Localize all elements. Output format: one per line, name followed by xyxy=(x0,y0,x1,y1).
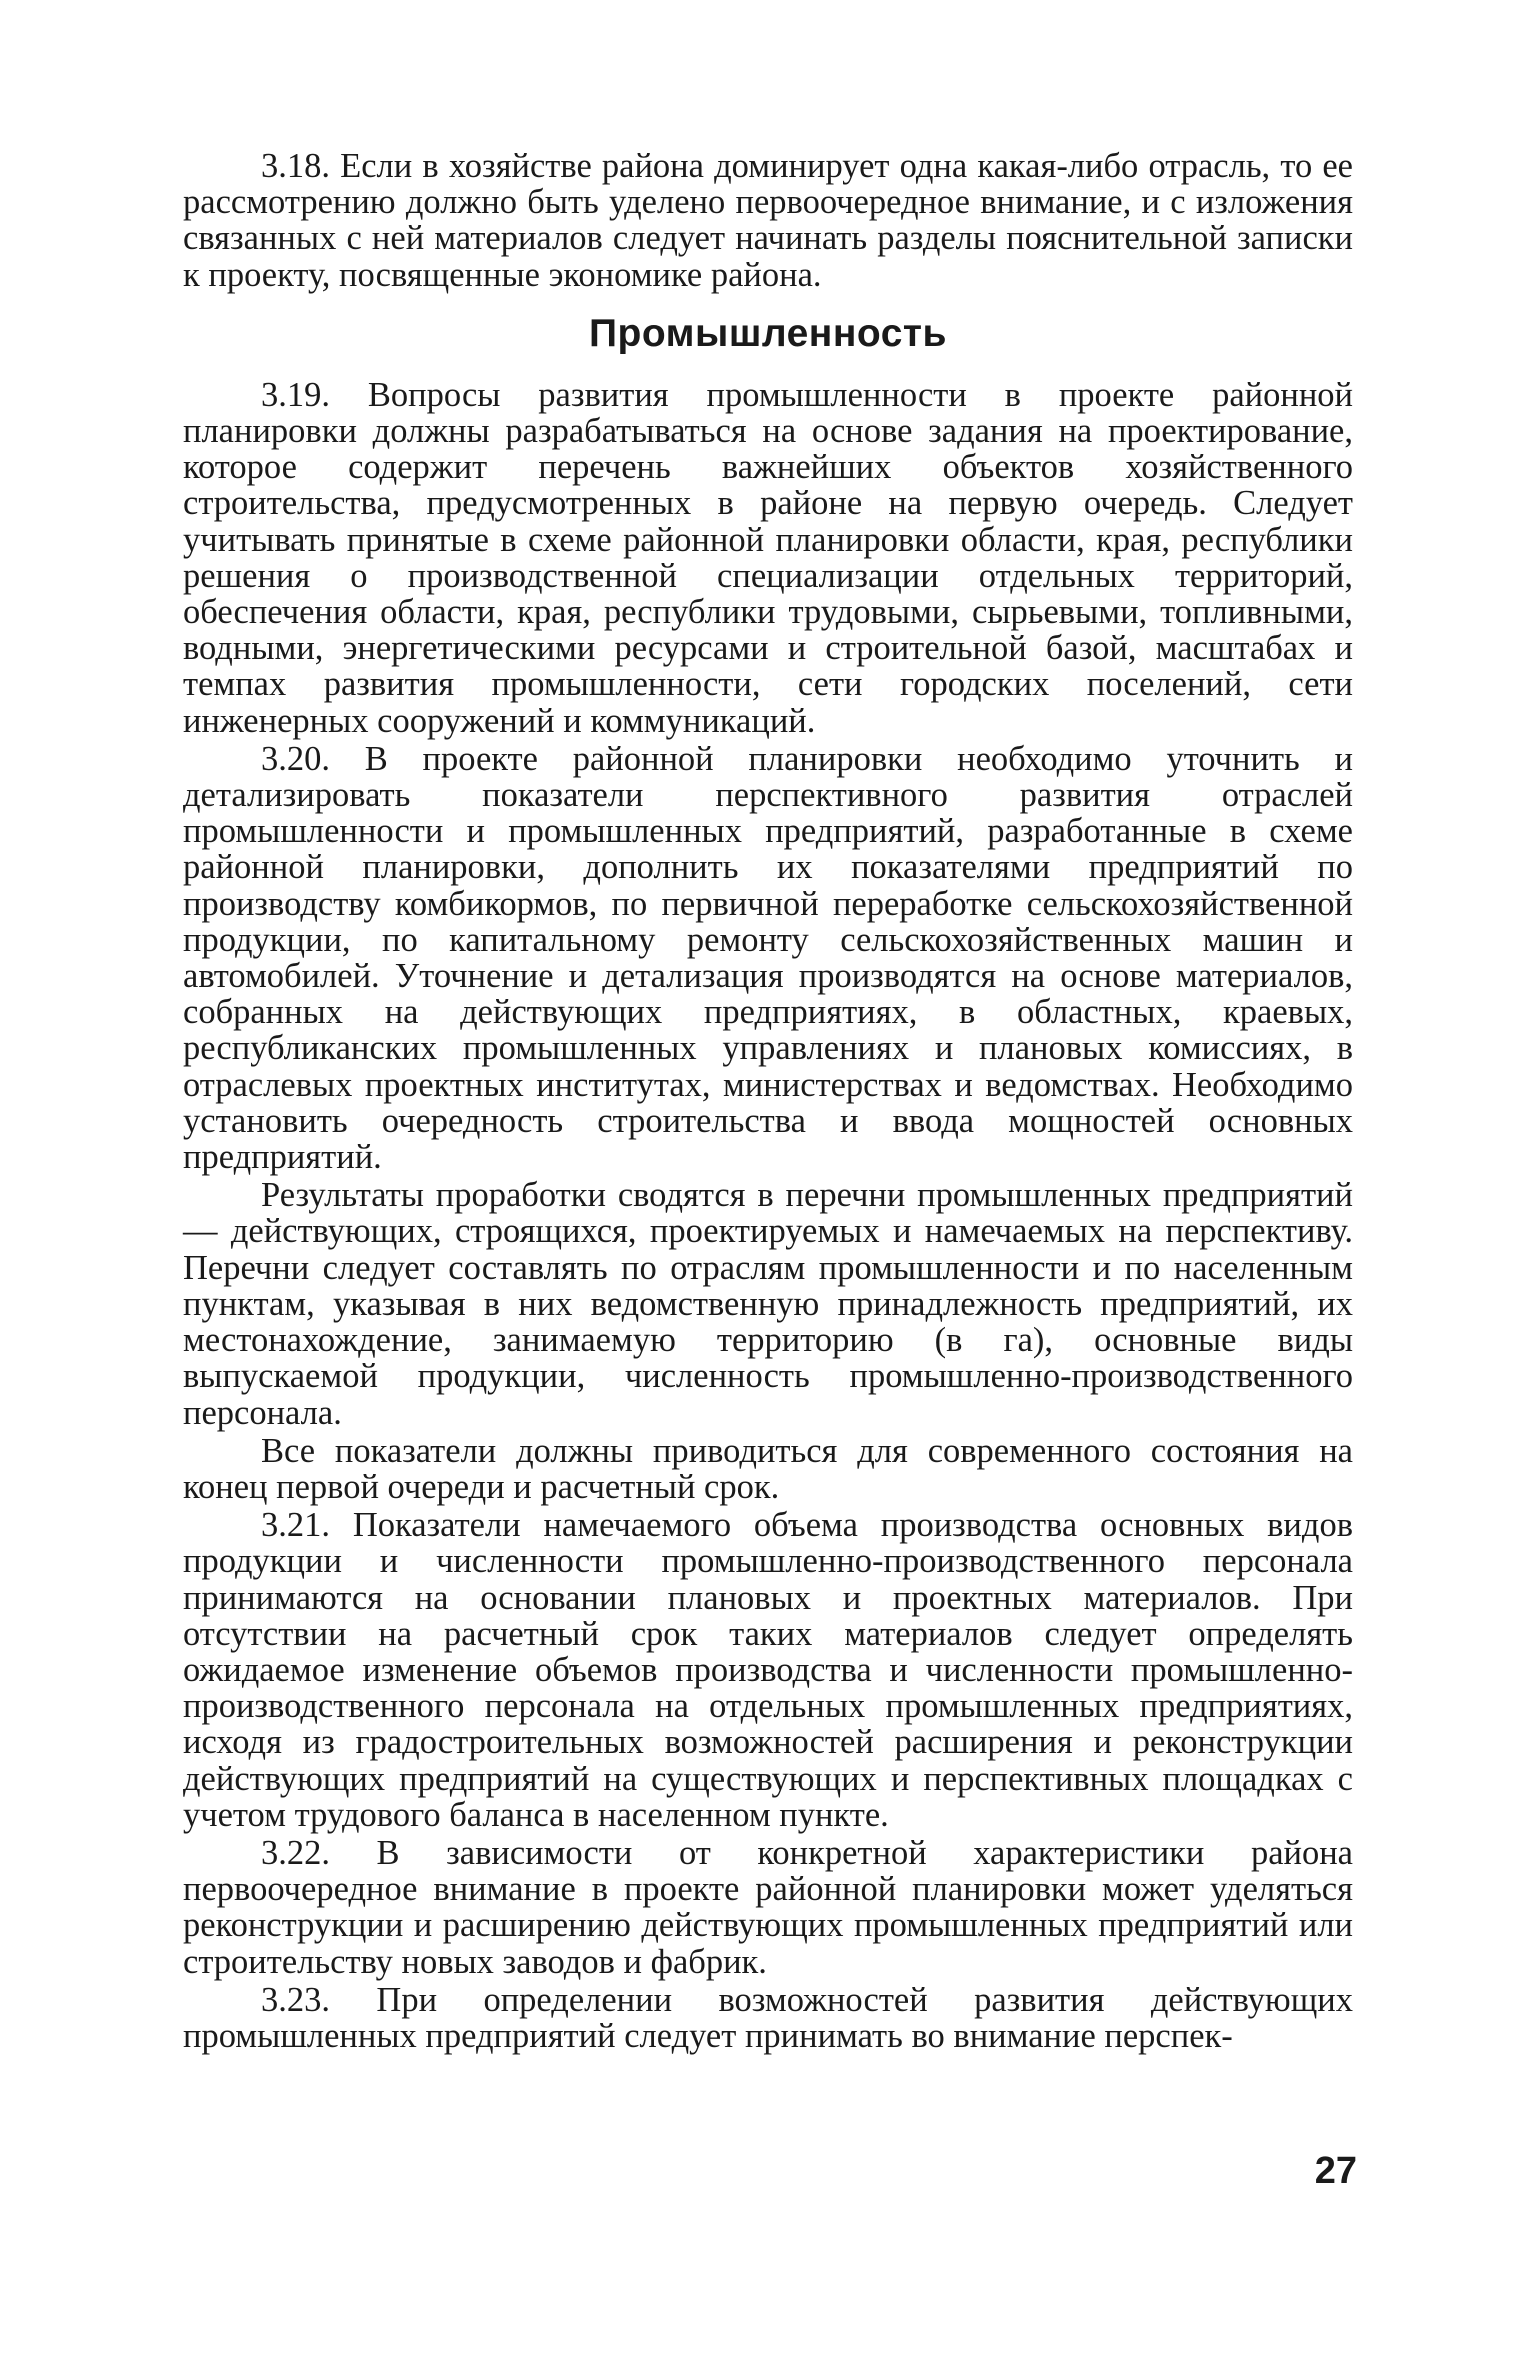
paragraph-3-21: 3.21. Показатели намечаемого объема производства основных видов продукции и численности промышленно-производственного персонала принимаются на основании плановых и проектных материалов. При отсутствии на расчетный срок таких материалов следует определять ожидаемое изменение объемов производства и численности промышленно-производственного персонала на отдельных промышленных предприятиях, исходя из градостроительных возможностей расширения и реконструкции действующих предприятий на существующих и перспективных площадках с учетом трудового баланса в населенном пункте. xyxy=(183,1506,1353,1834)
section-heading: Промышленность xyxy=(589,311,947,355)
paragraph-3-18: 3.18. Если в хозяйстве района доминирует одна какая-либо отрасль, то ее рассмотрению должно быть уделено первоочередное внимание, и с изложения связанных с ней материалов следует начинать разделы пояснительной записки к проекту, посвященные экономике района. xyxy=(183,147,1353,294)
page-content xyxy=(183,148,1353,2054)
paragraph-3-23: 3.23. При определении возможностей развития действующих промышленных предприятий следует принимать во внимание перспек- xyxy=(183,1980,1353,2055)
paragraph-3-20: 3.20. В проекте районной планировки необходимо уточнить и детализировать показатели перспективного развития отраслей промышленности и промышленных предприятий, разработанные в схеме районной планировки, дополнить их показателями предприятий по производству комбикормов, по первичной переработке сельскохозяйственной продукции, по капитальному ремонту сельскохозяйственных машин и автомобилей. Уточнение и детализация производятся на основе материалов, собранных на действующих предприятиях, в областных, краевых, республиканских промышленных управлениях и плановых комиссиях, в отраслевых проектных институтах, министерствах и ведомствах. Необходимо установить очередность строительства и ввода мощностей основных предприятий. xyxy=(183,739,1353,1177)
paragraph-results: Результаты проработки сводятся в перечни промышленных предприятий — действующих, строящихся, проектируемых и намечаемых на перспективу. Перечни следует составлять по отраслям промышленности и по населенным пунктам, указывая в них ведомственную принадлежность предприятий, их местонахождение, занимаемую территорию (в га), основные виды выпускаемой продукции, численность промышленно-производственного персонала. xyxy=(183,1176,1353,1432)
page-number: 27 xyxy=(1314,2150,1357,2192)
paragraph-3-19: 3.19. Вопросы развития промышленности в проекте районной планировки должны разрабатываться на основе задания на проектирование, которое содержит перечень важнейших объектов хозяйственного строительства, предусмотренных в районе на первую очередь. Следует учитывать принятые в схеме районной планировки области, края, республики решения о производственной специализации отдельных территорий, обеспечения области, края, республики трудовыми, сырьевыми, топливными, водными, энергетическими ресурсами и строительной базой, масштабах и темпах развития промышленности, сети городских поселений, сети инженерных сооружений и коммуникаций. xyxy=(183,375,1353,740)
paragraph-indicators: Все показатели должны приводиться для современного состояния на конец первой очереди и расчетный срок. xyxy=(183,1431,1353,1506)
paragraph-3-22: 3.22. В зависимости от конкретной характеристики района первоочередное внимание в проекте районной планировки может уделяться реконструкции и расширению действующих промышленных предприятий или строительству новых заводов и фабрик. xyxy=(183,1833,1353,1981)
